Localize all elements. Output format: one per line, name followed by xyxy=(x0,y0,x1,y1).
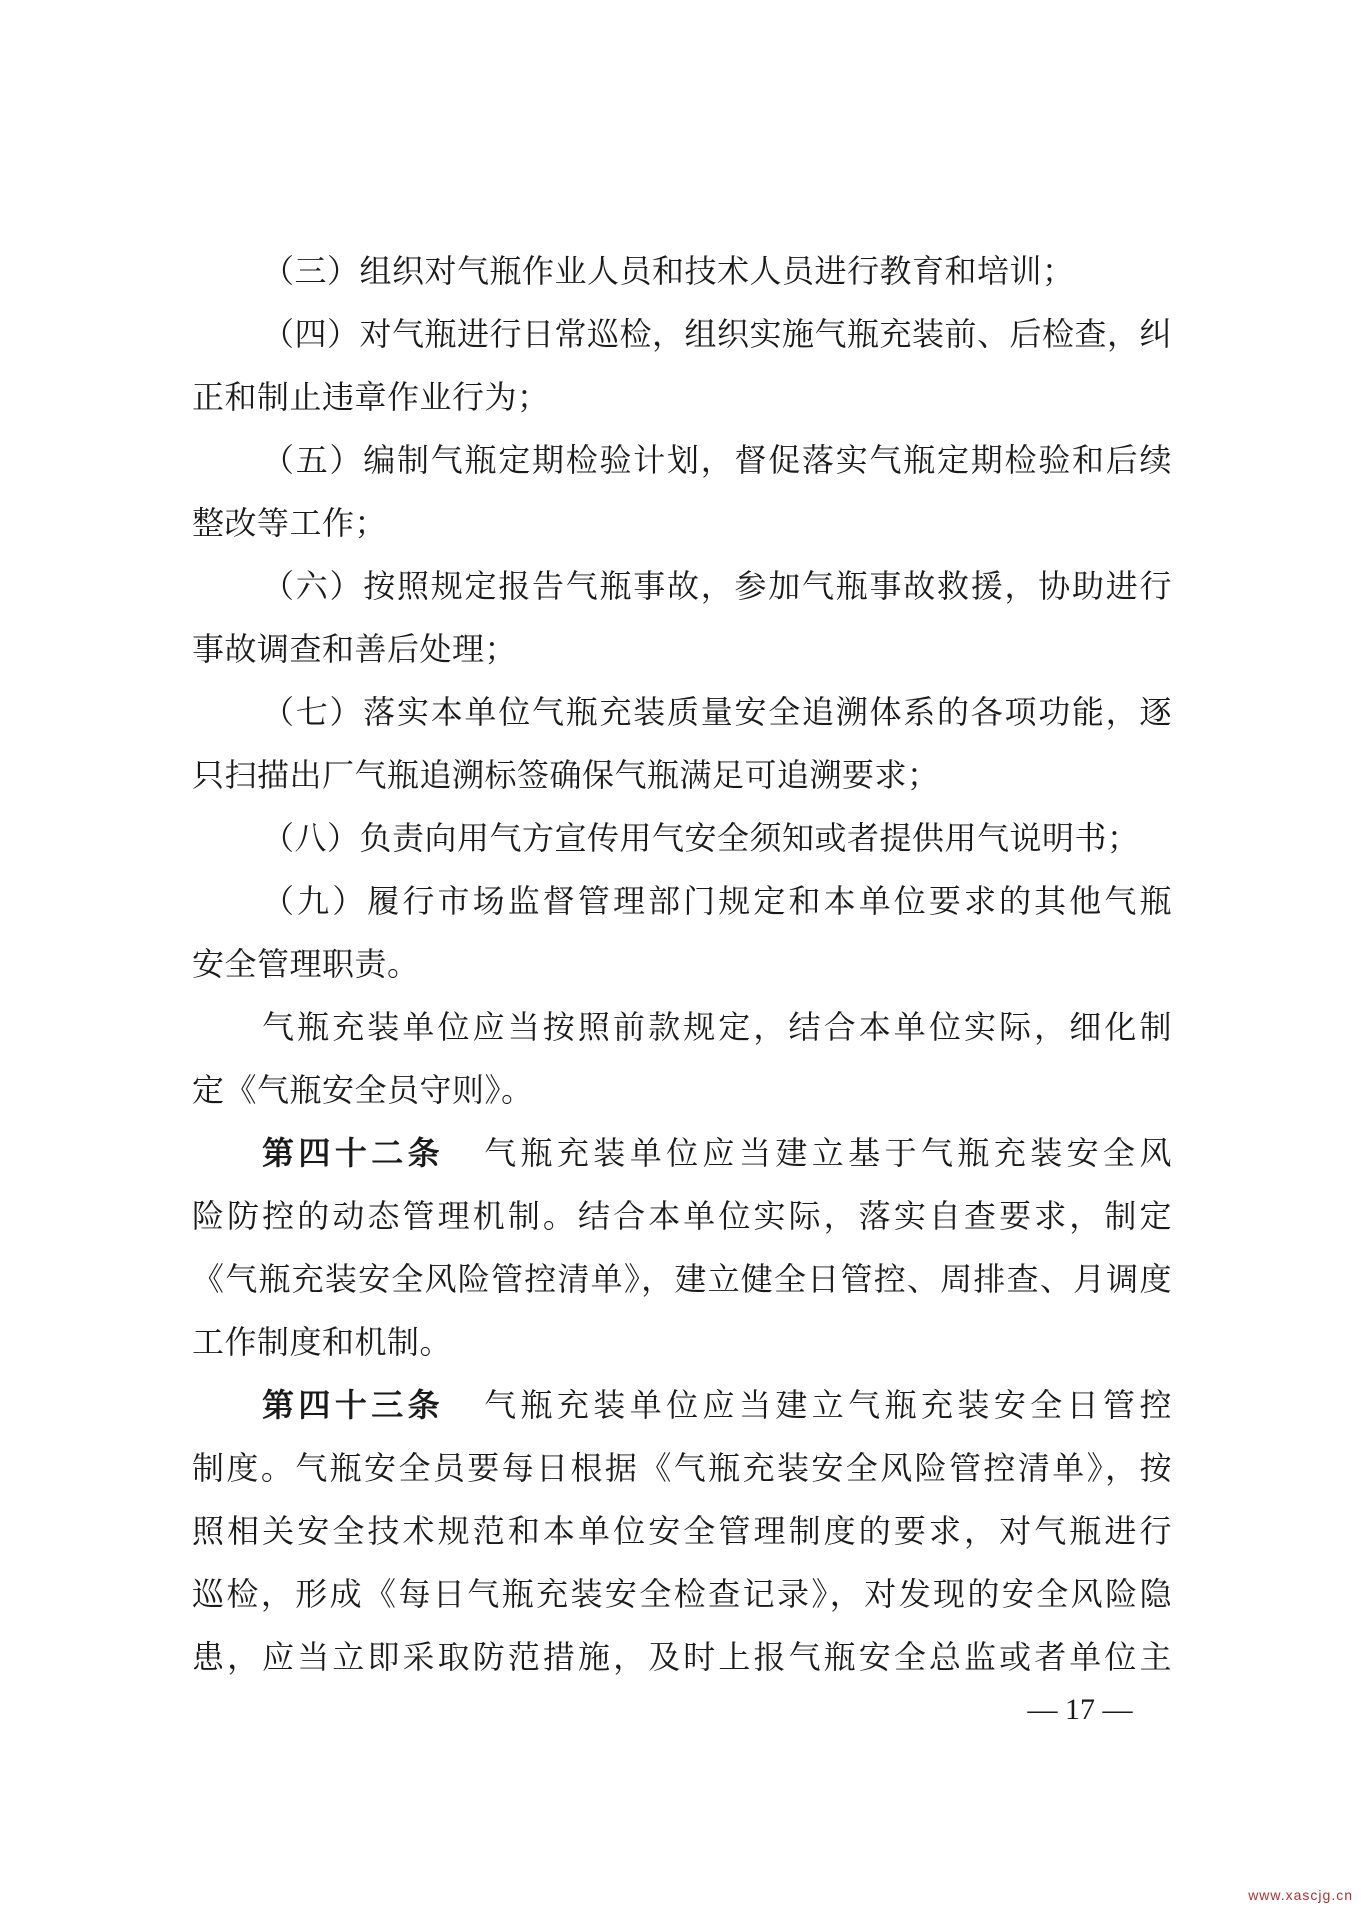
watermark: www.xascjg.cn xyxy=(1248,1887,1353,1903)
text-line xyxy=(192,1185,1172,1248)
line-text: 正和制止违章作业行为； xyxy=(192,378,550,416)
line-text: 安全管理职责。 xyxy=(192,945,420,983)
text-line xyxy=(192,1248,1172,1311)
line-text: 气瓶充装单位应当建立气瓶充装安全日管控 xyxy=(484,1386,1172,1424)
text-line xyxy=(192,492,1172,555)
line-text: （三）组织对气瓶作业人员和技术人员进行教育和培训； xyxy=(262,252,1075,290)
line-text: 险防控的动态管理机制。结合本单位实际，落实自查要求，制定 xyxy=(192,1197,1172,1235)
line-text: （九）履行市场监督管理部门规定和本单位要求的其他气瓶 xyxy=(262,882,1172,920)
line-text: （六）按照规定报告气瓶事故，参加气瓶事故救援，协助进行 xyxy=(262,567,1172,605)
text-line xyxy=(192,1437,1172,1500)
line-text: （四）对气瓶进行日常巡检，组织实施气瓶充装前、后检查，纠 xyxy=(262,315,1173,353)
text-line xyxy=(192,744,1172,807)
text-line xyxy=(192,1059,1172,1122)
article-heading: 第四十二条 xyxy=(262,1134,445,1172)
page-number: — 17 — xyxy=(1027,1693,1133,1726)
text-line xyxy=(192,555,1172,618)
text-line xyxy=(192,870,1172,933)
line-text: 患，应当立即采取防范措施，及时上报气瓶安全总监或者单位主 xyxy=(192,1638,1172,1676)
body-text xyxy=(192,240,1172,1689)
text-line xyxy=(192,1626,1172,1689)
text-line xyxy=(192,366,1172,429)
line-text: 只扫描出厂气瓶追溯标签确保气瓶满足可追溯要求； xyxy=(192,756,940,794)
text-line xyxy=(192,303,1172,366)
text-line xyxy=(192,996,1172,1059)
text-line xyxy=(192,1563,1172,1626)
text-line xyxy=(192,933,1172,996)
text-line xyxy=(192,1374,1172,1437)
article-heading: 第四十三条 xyxy=(262,1386,445,1424)
line-text: 工作制度和机制。 xyxy=(192,1323,453,1361)
line-text: 照相关安全技术规范和本单位安全管理制度的要求，对气瓶进行 xyxy=(192,1512,1172,1550)
line-text: 事故调查和善后处理； xyxy=(192,630,518,668)
line-text: 巡检，形成《每日气瓶充装安全检查记录》，对发现的安全风险隐 xyxy=(192,1575,1172,1613)
line-text: 气瓶充装单位应当建立基于气瓶充装安全风 xyxy=(484,1134,1172,1172)
line-text: 气瓶充装单位应当按照前款规定，结合本单位实际，细化制 xyxy=(262,1008,1172,1046)
text-line xyxy=(192,681,1172,744)
line-text: 定《气瓶安全员守则》。 xyxy=(192,1071,534,1109)
text-line xyxy=(192,1500,1172,1563)
text-line xyxy=(192,618,1172,681)
line-text: （八）负责向用气方宣传用气安全须知或者提供用气说明书； xyxy=(262,819,1140,857)
line-text: （五）编制气瓶定期检验计划，督促落实气瓶定期检验和后续 xyxy=(262,441,1172,479)
line-text: 《气瓶充装安全风险管控清单》，建立健全日管控、周排查、月调度 xyxy=(192,1260,1172,1298)
line-text: 制度。气瓶安全员要每日根据《气瓶充装安全风险管控清单》，按 xyxy=(192,1449,1172,1487)
line-text: 整改等工作； xyxy=(192,504,388,542)
text-line xyxy=(192,1311,1172,1374)
line-text: （七）落实本单位气瓶充装质量安全追溯体系的各项功能，逐 xyxy=(262,693,1172,731)
text-line xyxy=(192,240,1172,303)
text-line xyxy=(192,429,1172,492)
text-line xyxy=(192,807,1172,870)
text-line xyxy=(192,1122,1172,1185)
